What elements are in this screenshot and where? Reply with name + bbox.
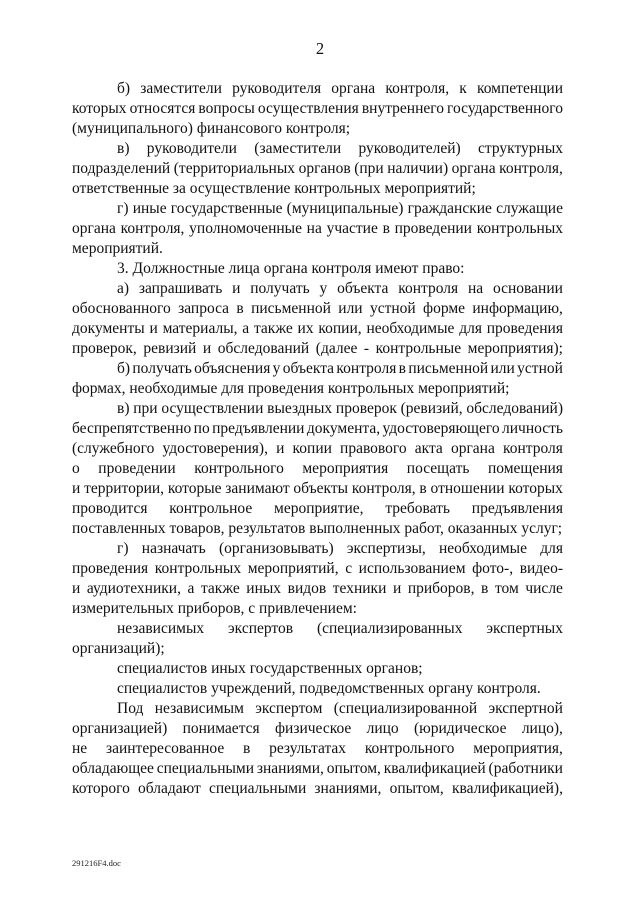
text-line: которого обладают специальными знаниями, опытом, квалификацией), [72, 780, 563, 797]
text-line: обоснованного запроса в письменной или устной форме информацию, [72, 300, 563, 317]
text-line: мероприятий. [72, 240, 163, 257]
text-line: проводится контрольное мероприятие, требовать предъявления [72, 500, 563, 517]
text-line: беспрепятственно по предъявлении документа, удостоверяющего личность [72, 420, 563, 437]
text-line: обладающее специальными знаниями, опытом, квалификацией (работники [72, 760, 563, 777]
text-line: не заинтересованное в результатах контрольного мероприятия, [72, 740, 563, 757]
text-line: проверок, ревизий и обследований (далее - контрольные мероприятия); [72, 340, 563, 357]
text-line: в) при осуществлении выездных проверок (ревизий, обследований) [117, 400, 563, 417]
text-line: специалистов иных государственных органов; [117, 660, 423, 677]
text-line: органа контроля, уполномоченные на участие в проведении контрольных [72, 220, 563, 237]
text-line: подразделений (территориальных органов (при наличии) органа контроля, [72, 160, 563, 177]
text-line: а) запрашивать и получать у объекта контроля на основании [117, 280, 563, 297]
text-line: г) иные государственные (муниципальные) гражданские служащие [117, 200, 563, 217]
page-number: 2 [315, 39, 325, 58]
text-line: (муниципального) финансового контроля; [72, 120, 351, 137]
text-line: в) руководители (заместители руководителей) структурных [117, 140, 563, 157]
text-line: г) назначать (организовывать) экспертизы, необходимые для [117, 540, 563, 557]
text-line: проведения контрольных мероприятий, с использованием фото-, видео- [72, 560, 563, 577]
text-line: ответственные за осуществление контрольных мероприятий; [72, 180, 476, 197]
text-line: которых относятся вопросы осуществления внутреннего государственного [72, 100, 563, 117]
text-line: (служебного удостоверения), и копии правового акта органа контроля [72, 440, 563, 457]
text-line: 3. Должностные лица органа контроля имеют право: [117, 260, 465, 277]
text-line: поставленных товаров, результатов выполненных работ, оказанных услуг; [72, 520, 563, 537]
text-line: независимых экспертов (специализированных экспертных [117, 620, 563, 637]
footer-filename: 291216F4.doc [72, 858, 121, 868]
text-line: Под независимым экспертом (специализированной экспертной [117, 700, 563, 717]
text-line: организацией) понимается физическое лицо (юридическое лицо), [72, 720, 563, 737]
text-line: формах, необходимые для проведения контрольных мероприятий; [72, 380, 510, 397]
text-line: измерительных приборов, с привлечением: [72, 600, 357, 617]
text-line: и территории, которые занимают объекты контроля, в отношении которых [72, 480, 563, 497]
text-line: о проведении контрольного мероприятия посещать помещения [72, 460, 563, 477]
text-line: и аудиотехники, а также иных видов техники и приборов, в том числе [72, 580, 563, 597]
text-line: организаций); [72, 640, 165, 657]
text-line: документы и материалы, а также их копии, необходимые для проведения [72, 320, 563, 337]
text-line: б) получать объяснения у объекта контроля в письменной или устной [117, 360, 563, 377]
text-line: б) заместители руководителя органа контроля, к компетенции [117, 80, 563, 97]
text-line: специалистов учреждений, подведомственных органу контроля. [117, 680, 541, 697]
